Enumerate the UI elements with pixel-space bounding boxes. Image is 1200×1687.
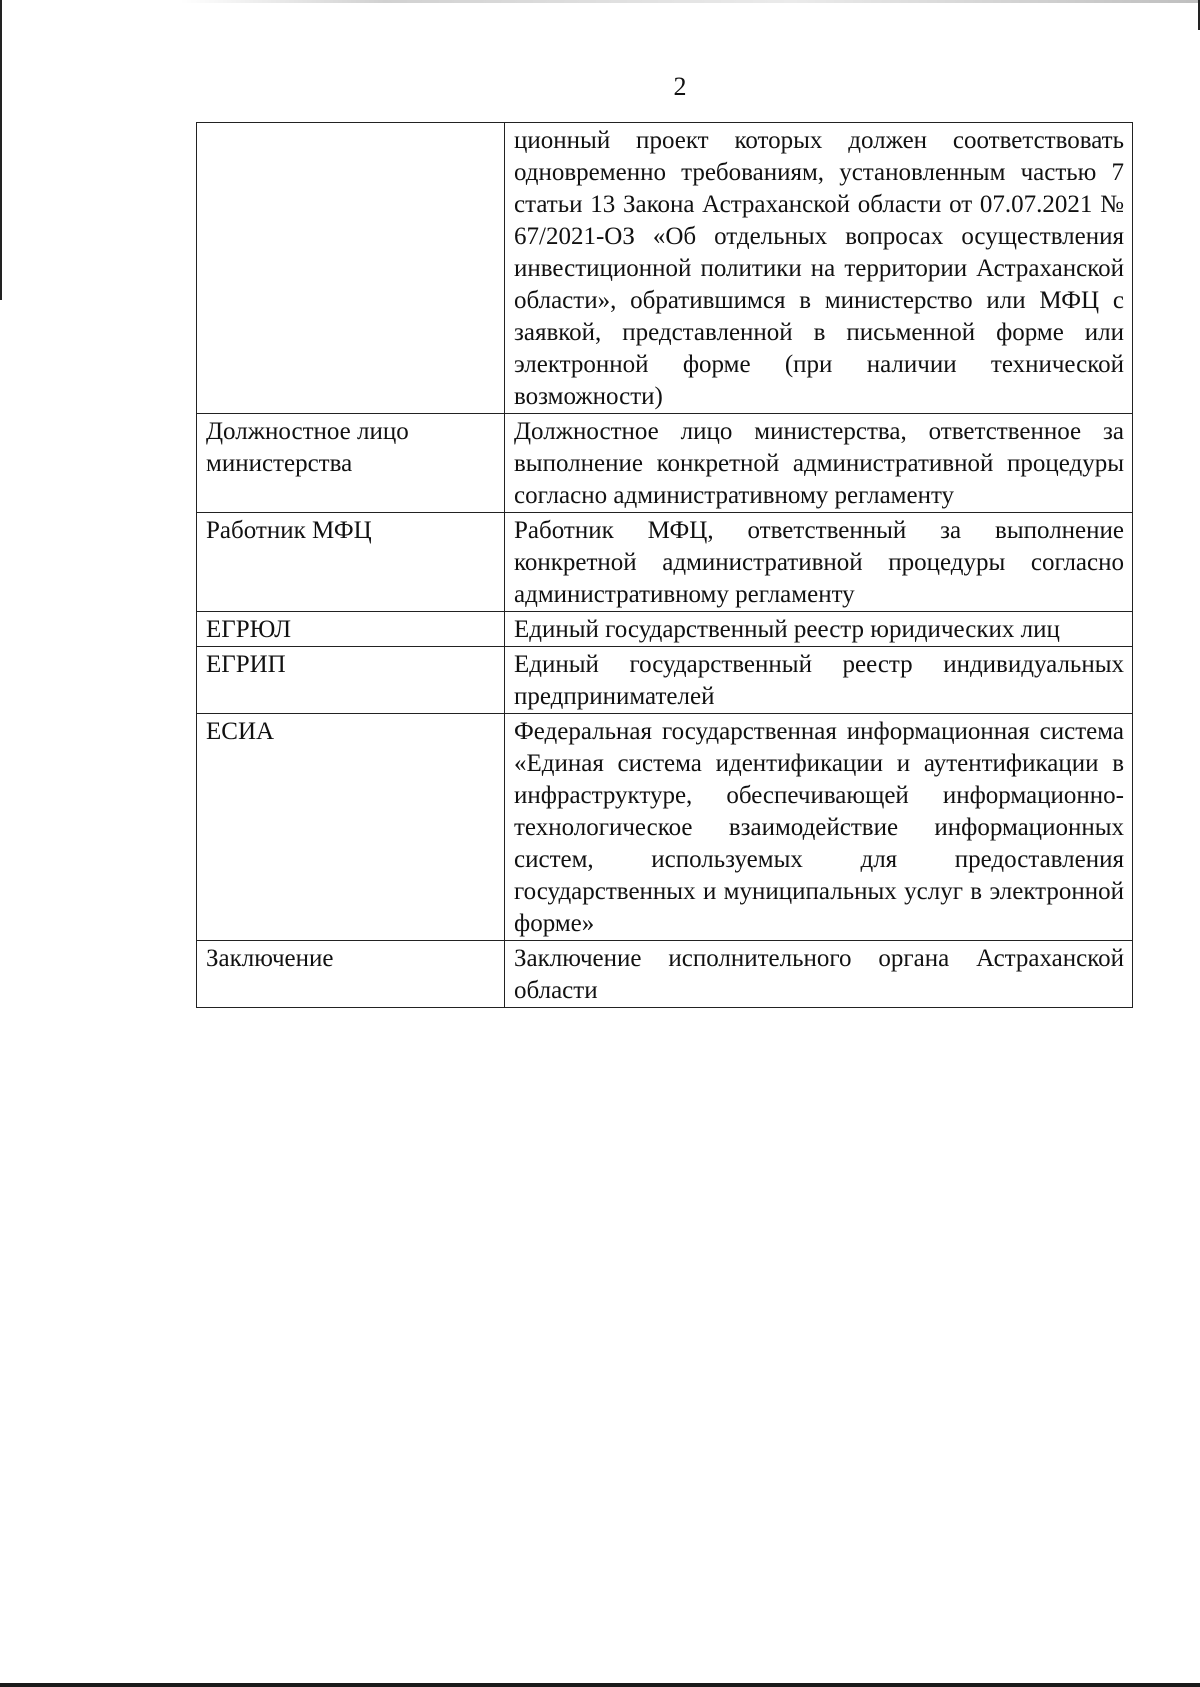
definition-cell: Заключение исполнительного органа Астраханской области xyxy=(505,941,1133,1008)
table-row xyxy=(197,714,1133,941)
table-row xyxy=(197,612,1133,647)
definition-cell: Единый государственный реестр индивидуальных предпринимателей xyxy=(505,647,1133,714)
definition-cell: ционный проект которых должен соответствовать одновременно требованиям, установленным частью 7 статьи 13 Закона Астраханской области от 07.07.2021 № 67/2021-ОЗ «Об отдельных вопросах осуществления инвестиционной политики на территории Астраханской области», обратившимся в министерство или МФЦ с заявкой, представленной в письменной форме или электронной форме (при наличии технической возможности) xyxy=(505,123,1133,414)
table-row xyxy=(197,941,1133,1008)
table-row xyxy=(197,647,1133,714)
term-cell: ЕСИА xyxy=(197,714,505,941)
table-row xyxy=(197,513,1133,612)
definition-cell: Работник МФЦ, ответственный за выполнение конкретной административной процедуры согласно административному регламенту xyxy=(505,513,1133,612)
term-cell: ЕГРИП xyxy=(197,647,505,714)
scan-edge-left xyxy=(0,0,2,300)
table-row xyxy=(197,414,1133,513)
definitions-table xyxy=(196,122,1133,1008)
table-row xyxy=(197,123,1133,414)
term-cell: ЕГРЮЛ xyxy=(197,612,505,647)
term-cell xyxy=(197,123,505,414)
scan-edge-top xyxy=(180,0,1200,3)
page-number: 2 xyxy=(673,72,687,101)
scan-edge-bottom xyxy=(0,1683,1200,1687)
term-cell: Работник МФЦ xyxy=(197,513,505,612)
term-cell: Должностное лицо министерства xyxy=(197,414,505,513)
definition-cell: Должностное лицо министерства, ответственное за выполнение конкретной административной процедуры согласно административному регламенту xyxy=(505,414,1133,513)
term-cell: Заключение xyxy=(197,941,505,1008)
definition-cell: Федеральная государственная информационная система «Единая система идентификации и аутентификации в инфраструктуре, обеспечивающей информационно-технологическое взаимодействие информационных систем, используемых для предоставления государственных и муниципальных услуг в электронной форме» xyxy=(505,714,1133,941)
definition-cell: Единый государственный реестр юридических лиц xyxy=(505,612,1133,647)
